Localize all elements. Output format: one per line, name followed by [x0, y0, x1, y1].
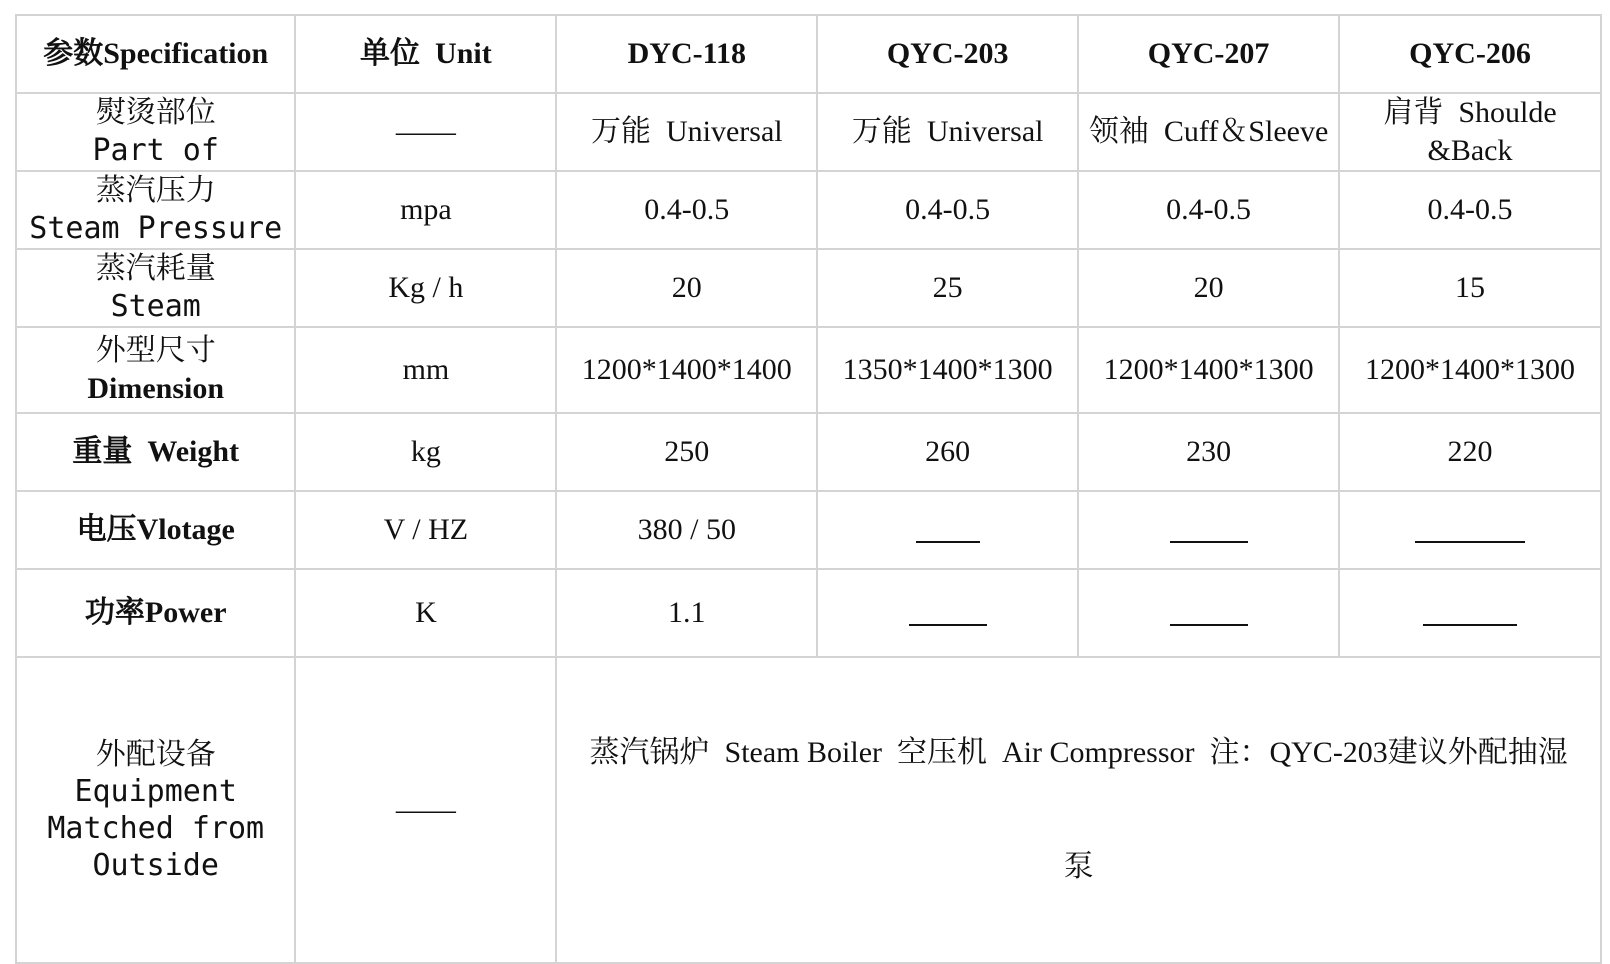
- row-power: [16, 569, 1601, 657]
- value-cell: 1.1: [556, 569, 817, 657]
- row-label-en: Part of: [92, 133, 219, 168]
- value-zh: 万能: [851, 115, 912, 148]
- row-steam-consumption: [16, 249, 1601, 327]
- value-cell: 0.4-0.5: [1339, 171, 1601, 249]
- empty-value-cell: [1078, 569, 1339, 657]
- value-cell: 250: [556, 413, 817, 491]
- row-label-zh: 功率: [84, 596, 145, 629]
- header-spec-zh: 参数: [43, 37, 104, 70]
- value-en: Universal: [665, 115, 783, 148]
- header-unit-en: Unit: [435, 37, 492, 70]
- header-row: [16, 15, 1601, 93]
- row-label-en: Vlotage: [136, 513, 235, 546]
- header-model: DYC-118: [556, 15, 817, 93]
- dash-line: [1423, 604, 1517, 626]
- header-unit: [295, 15, 556, 93]
- row-weight: [16, 413, 1601, 491]
- row-label: [16, 93, 295, 171]
- empty-value-cell: [817, 491, 1078, 569]
- empty-value-cell: [1339, 569, 1601, 657]
- row-equipment: [16, 657, 1601, 963]
- unit-cell: ——: [295, 93, 556, 171]
- value-cell: 0.4-0.5: [1078, 171, 1339, 249]
- value-cell: 0.4-0.5: [817, 171, 1078, 249]
- value-cell: [1339, 93, 1601, 171]
- value-cell: 1200*1400*1400: [556, 327, 817, 413]
- value-cell: 20: [556, 249, 817, 327]
- row-label-zh: 重量: [72, 435, 133, 468]
- row-label: [16, 249, 295, 327]
- value-en: Cuff＆Sleeve: [1163, 115, 1329, 148]
- value-cell: 1200*1400*1300: [1078, 327, 1339, 413]
- row-label: [16, 171, 295, 249]
- dash-line: [1415, 521, 1525, 543]
- equipment-value-cell: [556, 657, 1601, 963]
- value-cell: 0.4-0.5: [556, 171, 817, 249]
- value-cell: 230: [1078, 413, 1339, 491]
- row-label-en: Matched from: [47, 811, 265, 846]
- equipment-note-line1: 蒸汽锅炉 Steam Boiler 空压机 Air Compressor 注：QYC-203建议外配抽湿: [589, 736, 1568, 769]
- unit-cell: kg: [295, 413, 556, 491]
- header-unit-zh: 单位: [360, 37, 421, 70]
- header-spec: [16, 15, 295, 93]
- unit-cell: K: [295, 569, 556, 657]
- header-model: QYC-203: [817, 15, 1078, 93]
- row-label-zh: 电压: [76, 513, 137, 546]
- dash-line: [1170, 604, 1248, 626]
- row-label-zh: 外型尺寸: [95, 333, 216, 368]
- row-label: [16, 569, 295, 657]
- equipment-note-line2: 泵: [1063, 850, 1094, 883]
- value-cell: [556, 93, 817, 171]
- empty-value-cell: [1339, 491, 1601, 569]
- header-model: QYC-207: [1078, 15, 1339, 93]
- value-cell: 25: [817, 249, 1078, 327]
- row-part: [16, 93, 1601, 171]
- specification-table: [15, 14, 1602, 964]
- row-label-en: Steam: [110, 289, 201, 324]
- value-cell: 1350*1400*1300: [817, 327, 1078, 413]
- row-label-zh: 蒸汽耗量: [95, 251, 216, 286]
- value-en: Universal: [926, 115, 1044, 148]
- row-label-zh: 熨烫部位: [95, 95, 216, 130]
- row-label-en: Equipment: [74, 774, 237, 809]
- row-label-zh: 蒸汽压力: [95, 173, 216, 208]
- value-cell: 380 / 50: [556, 491, 817, 569]
- value-zh: 肩背: [1383, 96, 1444, 129]
- row-steam-pressure: [16, 171, 1601, 249]
- row-label-en: Outside: [92, 848, 219, 883]
- value-en: Shoulde: [1458, 96, 1557, 129]
- value-cell: 220: [1339, 413, 1601, 491]
- empty-value-cell: [817, 569, 1078, 657]
- value-cell: 15: [1339, 249, 1601, 327]
- value-en-line2: &Back: [1427, 134, 1513, 167]
- row-label-en: Weight: [147, 435, 240, 468]
- row-label: [16, 491, 295, 569]
- unit-cell: V / HZ: [295, 491, 556, 569]
- unit-cell: Kg / h: [295, 249, 556, 327]
- value-cell: [1078, 93, 1339, 171]
- dash-line: [909, 604, 987, 626]
- row-label-en: Dimension: [87, 372, 225, 405]
- dash-line: [916, 521, 980, 543]
- row-label: [16, 327, 295, 413]
- unit-cell: mm: [295, 327, 556, 413]
- value-zh: 领袖: [1088, 115, 1149, 148]
- row-label: [16, 657, 295, 963]
- value-cell: 20: [1078, 249, 1339, 327]
- value-cell: [817, 93, 1078, 171]
- unit-cell: ——: [295, 657, 556, 963]
- row-label-en: Power: [144, 596, 227, 629]
- unit-cell: mpa: [295, 171, 556, 249]
- empty-value-cell: [1078, 491, 1339, 569]
- value-zh: 万能: [590, 115, 651, 148]
- row-label-zh: 外配设备: [95, 737, 216, 772]
- row-voltage: [16, 491, 1601, 569]
- row-label: [16, 413, 295, 491]
- header-model: QYC-206: [1339, 15, 1601, 93]
- value-cell: 260: [817, 413, 1078, 491]
- header-spec-en: Specification: [103, 37, 269, 70]
- value-cell: 1200*1400*1300: [1339, 327, 1601, 413]
- row-dimension: [16, 327, 1601, 413]
- dash-line: [1170, 521, 1248, 543]
- row-label-en: Steam Pressure: [29, 211, 283, 246]
